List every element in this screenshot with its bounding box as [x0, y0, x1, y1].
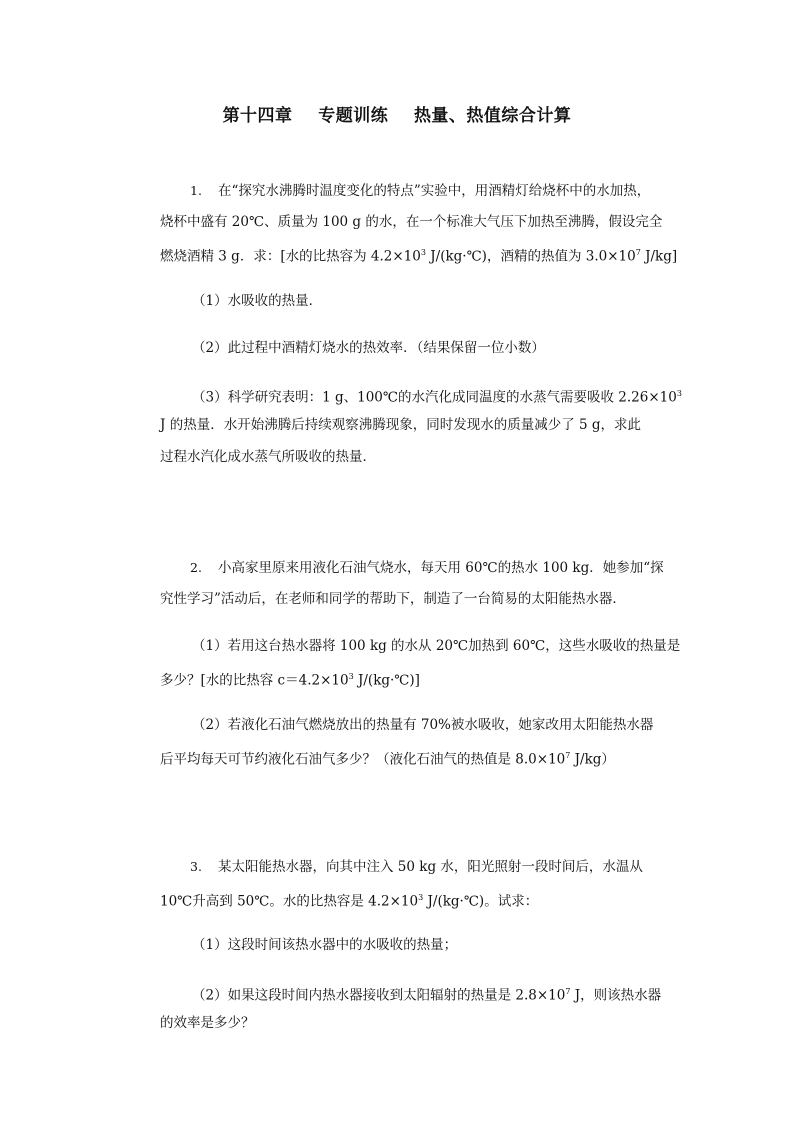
q2-line1: 2. 小高家里原来用液化石油气烧水，每天用 60℃的热水 100 kg．她参加“探: [160, 558, 664, 578]
q3-sub1: （1）这段时间该热水器中的水吸收的热量；: [192, 937, 458, 953]
q2-line2: 究性学习”活动后，在老师和同学的帮助下，制造了一台简易的太阳能热水器．: [160, 591, 626, 607]
q1-line2: 烧杯中盛有 20℃、质量为 100 g 的水，在一个标准大气压下加热至沸腾，假设完全: [160, 214, 663, 230]
q3-number: 3.: [190, 859, 202, 874]
q1-line3: 燃烧酒精 3 g．求：[水的比热容为 $4.2\times 10^3$ J/(kg·℃)，酒精的热值为 $3.0\times 10^7$ J/kg]: [160, 248, 678, 265]
q1-line1: 1. 在“探究水沸腾时温度变化的特点”实验中，用酒精灯给烧杯中的水加热，: [160, 181, 650, 201]
q3-sub2-line2: 的效率是多少？: [160, 1015, 255, 1031]
q2-sub2-line2: 后平均每天可节约液化石油气多少？（液化石油气的热值是 $8.0\times 10^7$ J/kg）: [160, 751, 615, 768]
q3-line2: 10℃升高到 50℃。水的比热容是 $4.2\times 10^3$ J/(kg·℃)。试求：: [160, 893, 539, 910]
q1-number: 1.: [190, 183, 202, 198]
title-chapter: 第十四章: [222, 106, 293, 126]
q2-sub2-line1: （2）若液化石油气燃烧放出的热量有 70%被水吸收，她家改用太阳能热水器: [192, 717, 654, 733]
q1-sub3-line2: J 的热量．水开始沸腾后持续观察沸腾现象，同时发现水的质量减少了 5 g，求此: [160, 417, 642, 433]
page-title: [0, 101, 794, 126]
q2-sub1-line1: （1）若用这台热水器将 100 kg 的水从 20℃加热到 60℃，这些水吸收的热量是: [192, 638, 681, 654]
q1-sub2: （2）此过程中酒精灯烧水的热效率．（结果保留一位小数）: [192, 340, 545, 356]
q3-sub2-line1: （2）如果这段时间内热水器接收到太阳辐射的热量是 $2.8\times 10^7$ J，则该热水器: [192, 987, 662, 1004]
q1-sub3-line3: 过程水汽化成水蒸气所吸收的热量．: [160, 449, 376, 465]
title-training: 专题训练: [318, 106, 389, 126]
q2-number: 2.: [190, 560, 202, 575]
q1-sub1: （1）水吸收的热量．: [192, 293, 323, 309]
q2-sub1-line2: 多少？[水的比热容 $c=4.2\times 10^3$ J/(kg·℃)]: [160, 672, 420, 689]
q3-line1: 3. 某太阳能热水器，向其中注入 50 kg 水，阳光照射一段时间后，水温从: [160, 857, 643, 877]
title-topic: 热量、热值综合计算: [413, 106, 572, 126]
q1-sub3-line1: （3）科学研究表明：1 g、100℃的水汽化成同温度的水蒸气需要吸收 $2.26\times 10^3$: [192, 389, 682, 406]
